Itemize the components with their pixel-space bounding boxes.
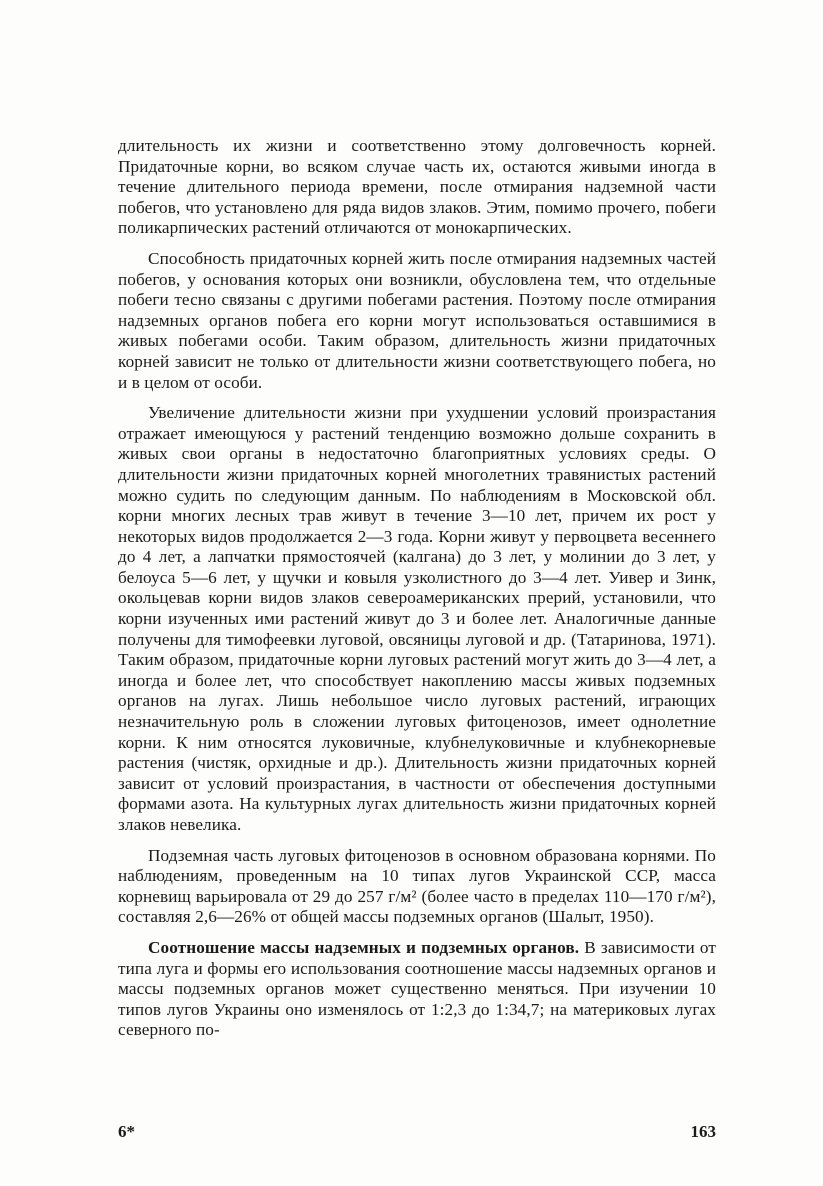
- paragraph-5: [118, 938, 716, 1041]
- signature-mark: 6*: [118, 1122, 135, 1141]
- body-text: [118, 136, 716, 1051]
- paragraph-5-text: В зависимости от типа луга и формы его использования соотношение массы надземных органов и массы подземных органов может существенно меняться. При изучении 10 типов лугов Украины оно изменялось от 1:2,3 до 1:34,7; на материковых лугах северного по-: [118, 937, 716, 1040]
- paragraph-2: Способность придаточных корней жить после отмирания надземных частей побегов, у основания которых они возникли, обусловлена тем, что отдельные побеги тесно связаны с другими побегами растения. Поэтому после отмирания надземных органов побега его корни могут использоваться оставшимися в живых побегами особи. Таким образом, длительность жизни придаточных корней зависит не только от длительности жизни соответствующего побега, но и в целом от особи.: [118, 248, 716, 392]
- paragraph-3: Увеличение длительности жизни при ухудшении условий произрастания отражает имеющуюся у растений тенденцию возможно дольше сохранить в живых свои органы в недостаточно благоприятных условиях среды. О длительности жизни придаточных корней многолетних травянистых растений можно судить по следующим данным. По наблюдениям в Московской обл. корни многих лесных трав живут в течение 3—10 лет, причем их рост у некоторых видов продолжается 2—3 года. Корни живут у первоцвета весеннего до 4 лет, а лапчатки прямостоячей (калгана) до 3 лет, у молинии до 3 лет, у белоуса 5—6 лет, у щучки и ковыля узколистного до 3—4 лет. Уивер и Зинк, окольцевав корни видов злаков североамериканских прерий, установили, что корни изученных ими растений живут до 3 и более лет. Аналогичные данные получены для тимофеевки луговой, овсяницы луговой и др. (Татаринова, 1971). Таким образом, придаточные корни луговых растений могут жить до 3—4 лет, а иногда и более лет, что способствует накоплению массы живых подземных органов на лугах. Лишь небольшое число луговых растений, играющих незначительную роль в сложении луговых фитоценозов, имеет однолетние корни. К ним относятся луковичные, клубнелуковичные и клубнекорневые растения (чистяк, орхидные и др.). Длительность жизни придаточных корней зависит от условий произрастания, в частности от обеспечения доступными формами азота. На культурных лугах длительность жизни придаточных корней злаков невелика.: [118, 403, 716, 834]
- paragraph-4: Подземная часть луговых фитоценозов в основном образована корнями. По наблюдениям, проведенным на 10 типах лугов Украинской ССР, масса корневищ варьировала от 29 до 257 г/м² (более часто в пределах 110—170 г/м²), составляя 2,6—26% от общей массы подземных органов (Шалыт, 1950).: [118, 845, 716, 927]
- paragraph-1: длительность их жизни и соответственно этому долговечность корней. Придаточные корни, во всяком случае часть их, остаются живыми иногда в течение длительного периода времени, после отмирания надземной части побегов, что установлено для ряда видов злаков. Этим, помимо прочего, побеги поликарпических растений отличаются от монокарпических.: [118, 136, 716, 238]
- page-number: 163: [690, 1122, 716, 1141]
- page-footer: [118, 1122, 716, 1146]
- section-run-in-heading: Соотношение массы надземных и подземных органов.: [148, 937, 580, 957]
